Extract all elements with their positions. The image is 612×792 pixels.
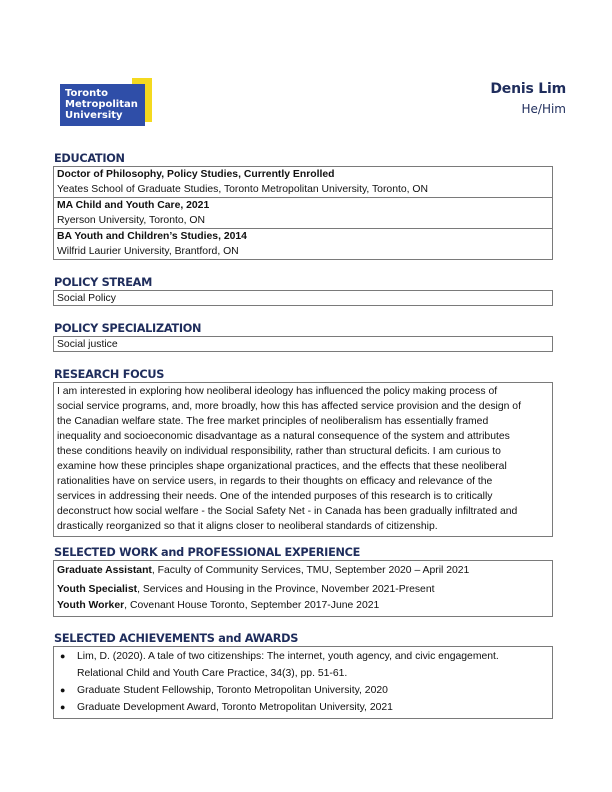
research-focus-section: [53, 368, 553, 537]
pronouns: He/Him: [521, 102, 566, 116]
award-text: [77, 682, 388, 699]
job-entry: [57, 563, 549, 579]
section-title: SELECTED ACHIEVEMENTS and AWARDS: [54, 632, 299, 645]
award-item: [57, 648, 549, 682]
paragraph-line: inequality and socioeconomic disadvantage as a natural consequence of the system and attributes: [57, 431, 510, 442]
paragraph-line: rationalities have on service users, in regards to their thoughts on efficacy and relevance of the: [57, 476, 493, 487]
job-entry: [57, 598, 549, 614]
job-role: Youth Specialist: [57, 584, 138, 595]
experience-section: [53, 546, 553, 617]
education-box: [53, 166, 553, 260]
paragraph-line: I am interested in exploring how neoliberal ideology has influenced the policy making process of: [57, 386, 498, 397]
paragraph-line: social service programs, and, more broadly, how this has affected service provision and the design of: [57, 401, 521, 412]
achievements-section: [53, 632, 553, 719]
institution: Ryerson University, Toronto, ON: [57, 215, 206, 226]
bullet-icon: ●: [60, 685, 66, 695]
bullet-icon: ●: [60, 702, 66, 712]
award-text: [77, 648, 499, 682]
job-details: , Covenant House Toronto, September 2017-June 2021: [124, 600, 380, 611]
name-block: [490, 80, 566, 118]
policy-specialization-section: [53, 322, 553, 352]
logo-line: University: [65, 110, 123, 121]
institution: Yeates School of Graduate Studies, Toronto Metropolitan University, Toronto, ON: [57, 184, 428, 195]
paragraph-line: deconstruct how social welfare - the Social Safety Net - in Canada has been gradually infiltrated and: [57, 506, 518, 517]
paragraph-line: examine how these principles shape organizational practices, and the effects that these neoliberal: [57, 461, 507, 472]
institution: Wilfrid Laurier University, Brantford, ON: [57, 246, 239, 257]
award-line: Lim, D. (2020). A tale of two citizenships: The internet, youth agency, and civic engagement.: [77, 651, 499, 662]
research-focus-text: [53, 382, 553, 537]
section-title: POLICY SPECIALIZATION: [54, 322, 202, 335]
award-line: Graduate Development Award, Toronto Metropolitan University, 2021: [77, 702, 393, 713]
logo-line: Metropolitan: [65, 99, 138, 110]
paragraph-line: services in addressing their needs. One of the intended purposes of this research is to critically: [57, 491, 493, 502]
paragraph-line: the Canadian welfare state. The free market principles of neoliberalism has essentially framed: [57, 416, 489, 427]
policy-stream-value: Social Policy: [53, 290, 553, 306]
logo-line: Toronto: [65, 88, 108, 99]
paragraph-line: these conditions heavily on individual responsibility, rather than structural deficits. I am curious to: [57, 446, 501, 457]
award-text: [77, 699, 393, 716]
education-entry: [54, 197, 552, 228]
section-title: POLICY STREAM: [54, 276, 153, 289]
degree: BA Youth and Children’s Studies, 2014: [57, 231, 247, 242]
logo-blue-block: [60, 84, 145, 126]
policy-stream-section: [53, 276, 553, 306]
job-role: Graduate Assistant: [57, 565, 152, 576]
education-section: [53, 152, 553, 260]
award-line: Graduate Student Fellowship, Toronto Metropolitan University, 2020: [77, 685, 388, 696]
job-details: , Faculty of Community Services, TMU, September 2020 – April 2021: [151, 565, 470, 576]
bullet-icon: ●: [60, 651, 66, 661]
award-item: [57, 699, 549, 716]
job-entry: [57, 582, 549, 598]
education-entry: [54, 228, 552, 259]
award-item: [57, 682, 549, 699]
section-title: RESEARCH FOCUS: [54, 368, 165, 381]
person-name: Denis Lim: [490, 81, 566, 97]
job-role: Youth Worker: [57, 600, 125, 611]
section-title: EDUCATION: [54, 152, 125, 165]
achievements-box: [53, 646, 553, 719]
degree: Doctor of Philosophy, Policy Studies, Currently Enrolled: [57, 169, 335, 180]
degree: MA Child and Youth Care, 2021: [57, 200, 210, 211]
paragraph-line: drastically reorganized so that it aligns closer to neoliberal standards of citizenship.: [57, 521, 438, 532]
education-entry: [54, 167, 552, 197]
university-logo: [60, 78, 152, 126]
policy-specialization-value: Social justice: [53, 336, 553, 352]
section-title: SELECTED WORK and PROFESSIONAL EXPERIENCE: [54, 546, 361, 559]
experience-box: [53, 560, 553, 617]
job-details: , Services and Housing in the Province, November 2021-Present: [137, 584, 435, 595]
award-line: Relational Child and Youth Care Practice, 34(3), pp. 51-61.: [77, 668, 348, 679]
